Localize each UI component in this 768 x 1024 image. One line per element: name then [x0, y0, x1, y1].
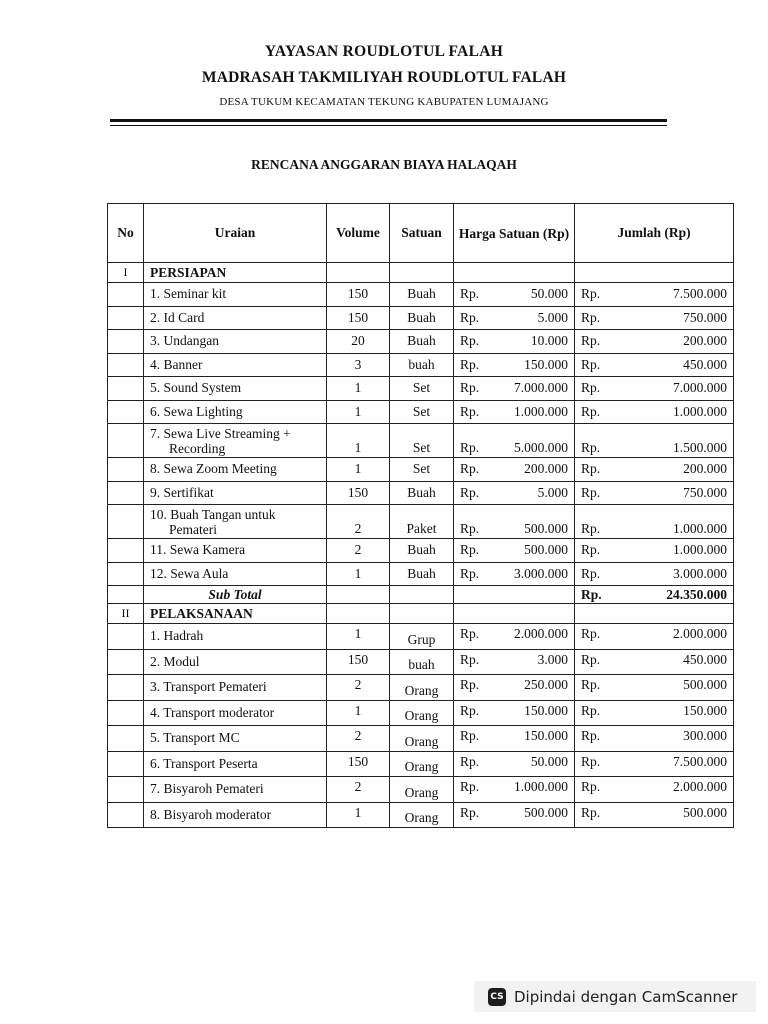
row-harga-value: 50.000: [482, 751, 575, 777]
row-jumlah-currency: Rp.: [575, 539, 606, 563]
row-no-cell: [108, 424, 144, 458]
row-uraian: 1. Hadrah: [144, 624, 327, 650]
row-jumlah-value: 500.000: [606, 802, 734, 828]
table-row: [108, 539, 734, 563]
row-uraian: 7. Bisyaroh Pemateri: [144, 777, 327, 803]
row-uraian-line2: Recording: [169, 440, 226, 456]
row-jumlah-value: 200.000: [606, 330, 734, 354]
empty-cell: [482, 604, 575, 624]
table-row: [108, 649, 734, 675]
camscanner-label: Dipindai dengan CamScanner: [514, 987, 738, 1006]
row-jumlah-currency: Rp.: [575, 700, 606, 726]
row-volume: 20: [327, 330, 390, 354]
row-harga-value: 3.000.000: [482, 562, 575, 586]
camscanner-logo-icon: CS: [488, 988, 506, 1006]
row-harga-value: 500.000: [482, 505, 575, 539]
row-volume: 1: [327, 624, 390, 650]
table-body: [108, 263, 734, 828]
row-uraian: 3. Transport Pemateri: [144, 675, 327, 701]
row-harga-currency: Rp.: [454, 726, 482, 752]
row-uraian: [144, 505, 327, 539]
section-number: II: [108, 604, 144, 624]
table-row: [108, 751, 734, 777]
row-jumlah-value: 750.000: [606, 481, 734, 505]
row-uraian: 4. Banner: [144, 353, 327, 377]
section-name: PERSIAPAN: [144, 263, 327, 283]
row-satuan: Buah: [390, 306, 454, 330]
row-harga-value: 200.000: [482, 458, 575, 482]
row-jumlah-currency: Rp.: [575, 675, 606, 701]
row-jumlah-currency: Rp.: [575, 330, 606, 354]
row-satuan: buah: [390, 353, 454, 377]
table-row: [108, 481, 734, 505]
row-satuan: Grup: [390, 624, 454, 650]
row-satuan: Buah: [390, 481, 454, 505]
foundation-name: YAYASAN ROUDLOTUL FALAH: [264, 43, 504, 60]
row-jumlah-currency: Rp.: [575, 424, 606, 458]
row-no-cell: [108, 726, 144, 752]
empty-cell: [390, 604, 454, 624]
row-jumlah-value: 7.500.000: [606, 751, 734, 777]
document-title: RENCANA ANGGARAN BIAYA HALAQAH: [251, 157, 517, 172]
row-harga-value: 5.000.000: [482, 424, 575, 458]
table-row: [108, 624, 734, 650]
table-header-row: [108, 204, 734, 263]
row-jumlah-currency: Rp.: [575, 562, 606, 586]
empty-cell: [390, 263, 454, 283]
row-harga-currency: Rp.: [454, 675, 482, 701]
row-satuan: Set: [390, 424, 454, 458]
row-volume: 150: [327, 649, 390, 675]
row-uraian-line1: 10. Buah Tangan untuk: [150, 506, 276, 522]
row-volume: 150: [327, 481, 390, 505]
row-harga-value: 150.000: [482, 726, 575, 752]
row-no-cell: [108, 539, 144, 563]
letterhead-rule-thin: [110, 125, 667, 126]
row-uraian: 6. Sewa Lighting: [144, 400, 327, 424]
row-satuan: Buah: [390, 330, 454, 354]
row-volume: 1: [327, 400, 390, 424]
row-no-cell: [108, 481, 144, 505]
subtotal-label: Sub Total: [144, 586, 327, 604]
row-harga-currency: Rp.: [454, 458, 482, 482]
letterhead-rule-thick: [110, 119, 667, 122]
empty-cell: [454, 604, 482, 624]
row-jumlah-currency: Rp.: [575, 306, 606, 330]
row-no-cell: [108, 283, 144, 307]
section-row: [108, 604, 734, 624]
row-harga-currency: Rp.: [454, 353, 482, 377]
row-jumlah-currency: Rp.: [575, 777, 606, 803]
row-no-cell: [108, 306, 144, 330]
row-jumlah-value: 3.000.000: [606, 562, 734, 586]
col-header-harga: [454, 204, 575, 263]
row-satuan: Set: [390, 400, 454, 424]
row-no-cell: [108, 777, 144, 803]
col-header-no: No: [108, 204, 144, 263]
row-harga-currency: Rp.: [454, 505, 482, 539]
row-harga-currency: Rp.: [454, 562, 482, 586]
row-harga-value: 10.000: [482, 330, 575, 354]
row-jumlah-value: 500.000: [606, 675, 734, 701]
empty-cell: [454, 263, 482, 283]
row-uraian: 6. Transport Peserta: [144, 751, 327, 777]
row-jumlah-value: 1.500.000: [606, 424, 734, 458]
row-harga-value: 7.000.000: [482, 377, 575, 401]
row-no-cell: [108, 330, 144, 354]
empty-cell: [390, 586, 454, 604]
row-satuan: Buah: [390, 539, 454, 563]
row-no-cell: [108, 802, 144, 828]
row-harga-currency: Rp.: [454, 306, 482, 330]
section-name: PELAKSANAAN: [144, 604, 327, 624]
row-no-cell: [108, 400, 144, 424]
col-header-harga-label: Harga Satuan (Rp): [458, 225, 570, 241]
row-jumlah-currency: Rp.: [575, 458, 606, 482]
row-uraian: 4. Transport moderator: [144, 700, 327, 726]
row-harga-value: 5.000: [482, 306, 575, 330]
table-row: [108, 726, 734, 752]
row-harga-currency: Rp.: [454, 539, 482, 563]
row-jumlah-value: 7.500.000: [606, 283, 734, 307]
row-volume: 2: [327, 726, 390, 752]
row-harga-value: 50.000: [482, 283, 575, 307]
row-volume: 150: [327, 306, 390, 330]
row-jumlah-currency: Rp.: [575, 481, 606, 505]
section-number: I: [108, 263, 144, 283]
row-volume: 2: [327, 539, 390, 563]
row-volume: 1: [327, 562, 390, 586]
row-satuan: Buah: [390, 562, 454, 586]
row-uraian: 11. Sewa Kamera: [144, 539, 327, 563]
empty-cell: [108, 586, 144, 604]
table-row: [108, 505, 734, 539]
row-harga-currency: Rp.: [454, 624, 482, 650]
row-harga-currency: Rp.: [454, 424, 482, 458]
row-satuan: Orang: [390, 726, 454, 752]
row-satuan: Orang: [390, 802, 454, 828]
row-harga-currency: Rp.: [454, 400, 482, 424]
row-uraian: 8. Bisyaroh moderator: [144, 802, 327, 828]
row-uraian: 5. Sound System: [144, 377, 327, 401]
table-row: [108, 306, 734, 330]
row-harga-value: 500.000: [482, 802, 575, 828]
row-volume: 1: [327, 802, 390, 828]
row-no-cell: [108, 700, 144, 726]
row-volume: 1: [327, 377, 390, 401]
row-harga-value: 3.000: [482, 649, 575, 675]
subtotal-row: [108, 586, 734, 604]
row-jumlah-currency: Rp.: [575, 377, 606, 401]
row-harga-currency: Rp.: [454, 377, 482, 401]
subtotal-currency: Rp.: [575, 586, 606, 604]
row-volume: 1: [327, 458, 390, 482]
row-uraian: 8. Sewa Zoom Meeting: [144, 458, 327, 482]
empty-cell: [575, 604, 606, 624]
empty-cell: [606, 263, 734, 283]
row-harga-value: 150.000: [482, 700, 575, 726]
row-uraian-line1: 7. Sewa Live Streaming +: [150, 425, 291, 441]
row-jumlah-value: 200.000: [606, 458, 734, 482]
row-harga-value: 150.000: [482, 353, 575, 377]
row-uraian: 3. Undangan: [144, 330, 327, 354]
table-row: [108, 353, 734, 377]
row-satuan: Orang: [390, 700, 454, 726]
table-row: [108, 400, 734, 424]
row-uraian: 5. Transport MC: [144, 726, 327, 752]
row-no-cell: [108, 505, 144, 539]
table-row: [108, 424, 734, 458]
row-volume: 2: [327, 675, 390, 701]
row-volume: 150: [327, 283, 390, 307]
table-row: [108, 377, 734, 401]
row-harga-value: 1.000.000: [482, 777, 575, 803]
camscanner-watermark: [474, 981, 756, 1012]
school-address: DESA TUKUM KECAMATAN TEKUNG KABUPATEN LUMAJANG: [219, 96, 549, 108]
row-satuan: Orang: [390, 751, 454, 777]
row-volume: 2: [327, 505, 390, 539]
row-uraian: 12. Sewa Aula: [144, 562, 327, 586]
row-harga-currency: Rp.: [454, 802, 482, 828]
row-harga-value: 5.000: [482, 481, 575, 505]
row-no-cell: [108, 751, 144, 777]
row-jumlah-currency: Rp.: [575, 751, 606, 777]
table-row: [108, 777, 734, 803]
row-uraian: 9. Sertifikat: [144, 481, 327, 505]
row-no-cell: [108, 353, 144, 377]
row-harga-currency: Rp.: [454, 283, 482, 307]
row-satuan: Paket: [390, 505, 454, 539]
table-row: [108, 330, 734, 354]
row-no-cell: [108, 377, 144, 401]
row-harga-currency: Rp.: [454, 481, 482, 505]
row-uraian: [144, 424, 327, 458]
row-jumlah-value: 300.000: [606, 726, 734, 752]
col-header-jumlah: Jumlah (Rp): [575, 204, 734, 263]
row-jumlah-value: 750.000: [606, 306, 734, 330]
row-harga-value: 250.000: [482, 675, 575, 701]
row-jumlah-currency: Rp.: [575, 649, 606, 675]
row-satuan: Set: [390, 458, 454, 482]
empty-cell: [454, 586, 482, 604]
row-jumlah-currency: Rp.: [575, 726, 606, 752]
row-jumlah-value: 7.000.000: [606, 377, 734, 401]
row-harga-currency: Rp.: [454, 649, 482, 675]
col-header-satuan: Satuan: [390, 204, 454, 263]
row-satuan: Buah: [390, 283, 454, 307]
row-harga-value: 1.000.000: [482, 400, 575, 424]
school-name: MADRASAH TAKMILIYAH ROUDLOTUL FALAH: [201, 69, 567, 86]
row-harga-currency: Rp.: [454, 330, 482, 354]
row-jumlah-currency: Rp.: [575, 505, 606, 539]
row-harga-currency: Rp.: [454, 777, 482, 803]
row-satuan: Set: [390, 377, 454, 401]
row-harga-currency: Rp.: [454, 751, 482, 777]
empty-cell: [482, 263, 575, 283]
row-uraian: 1. Seminar kit: [144, 283, 327, 307]
row-uraian-line2: Pemateri: [169, 521, 217, 537]
table-row: [108, 802, 734, 828]
col-header-uraian: Uraian: [144, 204, 327, 263]
empty-cell: [327, 263, 390, 283]
row-volume: 1: [327, 700, 390, 726]
empty-cell: [606, 604, 734, 624]
row-jumlah-value: 1.000.000: [606, 539, 734, 563]
row-volume: 2: [327, 777, 390, 803]
row-harga-currency: Rp.: [454, 700, 482, 726]
row-jumlah-value: 450.000: [606, 649, 734, 675]
row-no-cell: [108, 624, 144, 650]
row-jumlah-value: 1.000.000: [606, 505, 734, 539]
row-no-cell: [108, 562, 144, 586]
row-volume: 150: [327, 751, 390, 777]
col-header-volume: Volume: [327, 204, 390, 263]
table-row: [108, 675, 734, 701]
row-no-cell: [108, 458, 144, 482]
row-uraian: 2. Id Card: [144, 306, 327, 330]
row-harga-value: 500.000: [482, 539, 575, 563]
section-row: [108, 263, 734, 283]
row-no-cell: [108, 649, 144, 675]
table-row: [108, 700, 734, 726]
row-uraian: 2. Modul: [144, 649, 327, 675]
row-jumlah-currency: Rp.: [575, 624, 606, 650]
empty-cell: [575, 263, 606, 283]
row-jumlah-currency: Rp.: [575, 283, 606, 307]
row-jumlah-currency: Rp.: [575, 802, 606, 828]
budget-table: [107, 203, 734, 828]
empty-cell: [327, 586, 390, 604]
row-satuan: Orang: [390, 777, 454, 803]
row-volume: 3: [327, 353, 390, 377]
row-jumlah-value: 150.000: [606, 700, 734, 726]
row-harga-value: 2.000.000: [482, 624, 575, 650]
row-jumlah-value: 1.000.000: [606, 400, 734, 424]
subtotal-value: 24.350.000: [606, 586, 734, 604]
row-volume: 1: [327, 424, 390, 458]
row-satuan: Orang: [390, 675, 454, 701]
table-row: [108, 458, 734, 482]
row-jumlah-currency: Rp.: [575, 353, 606, 377]
row-no-cell: [108, 675, 144, 701]
table-row: [108, 283, 734, 307]
row-jumlah-value: 450.000: [606, 353, 734, 377]
row-satuan: buah: [390, 649, 454, 675]
empty-cell: [327, 604, 390, 624]
empty-cell: [482, 586, 575, 604]
row-jumlah-currency: Rp.: [575, 400, 606, 424]
row-jumlah-value: 2.000.000: [606, 777, 734, 803]
table-row: [108, 562, 734, 586]
row-jumlah-value: 2.000.000: [606, 624, 734, 650]
